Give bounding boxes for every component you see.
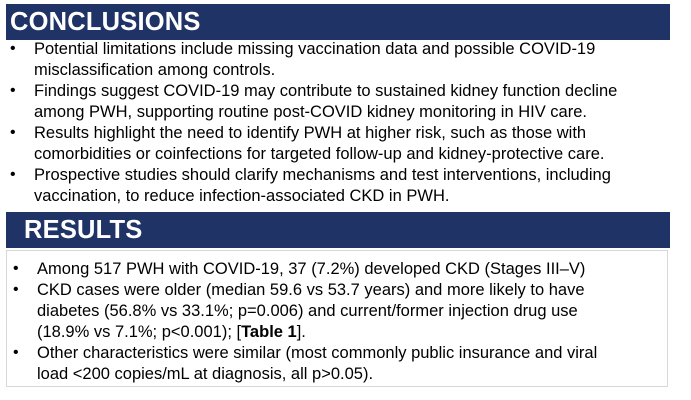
conclusions-item-2-line-2: among PWH, supporting routine post-COVID kidney monitoring in HIV care. <box>34 103 587 121</box>
conclusions-item-4-line-1: Prospective studies should clarify mechanisms and test interventions, including <box>34 166 611 184</box>
results-item-2-line-2: diabetes (56.8% vs 33.1%; p=0.006) and current/former injection drug use <box>37 302 578 320</box>
conclusions-list <box>6 39 686 207</box>
conclusions-item-3-line-1: Results highlight the need to identify PWH at higher risk, such as those with <box>34 124 587 142</box>
results-item-3 <box>11 343 671 385</box>
bullet-icon: • <box>13 344 19 361</box>
results-list <box>11 259 671 385</box>
conclusions-item-1-line-1: Potential limitations include missing vaccination data and possible COVID-19 <box>34 40 596 58</box>
bullet-icon: • <box>13 260 19 277</box>
results-item-3-line-1: Other characteristics were similar (most commonly public insurance and viral <box>37 344 598 362</box>
conclusions-item-3-line-2: comorbidities or coinfections for targeted follow-up and kidney-protective care. <box>34 145 605 163</box>
conclusions-item-4-line-2: vaccination, to reduce infection-associated CKD in PWH. <box>34 187 450 205</box>
results-item-2 <box>11 280 671 343</box>
conclusions-heading: CONCLUSIONS <box>6 4 670 40</box>
results-item-2-line-3-suffix: ]. <box>296 323 306 341</box>
bullet-icon: • <box>10 82 16 99</box>
conclusions-item-1-line-2: misclassification among controls. <box>34 61 276 79</box>
conclusions-item-4 <box>6 165 686 207</box>
bullet-icon: • <box>10 166 16 183</box>
bullet-icon: • <box>13 281 19 298</box>
results-heading: RESULTS <box>6 212 670 248</box>
results-item-3-line-2: load <200 copies/mL at diagnosis, all p>0.05). <box>37 365 374 383</box>
conclusions-item-1 <box>6 39 686 81</box>
bullet-icon: • <box>10 40 16 57</box>
conclusions-item-2-line-1: Findings suggest COVID-19 may contribute to sustained kidney function decline <box>34 82 618 100</box>
table-1-reference: Table 1 <box>241 323 297 341</box>
conclusions-item-3 <box>6 123 686 165</box>
bullet-icon: • <box>10 124 16 141</box>
results-box <box>6 250 668 387</box>
results-item-2-line-1: CKD cases were older (median 59.6 vs 53.7 years) and more likely to have <box>37 281 585 299</box>
results-item-1 <box>11 259 671 280</box>
results-item-1-line-1: Among 517 PWH with COVID-19, 37 (7.2%) developed CKD (Stages III–V) <box>37 260 586 278</box>
conclusions-item-2 <box>6 81 686 123</box>
results-item-2-line-3-prefix: (18.9% vs 7.1%; p<0.001); [ <box>37 323 242 341</box>
results-item-2-line-3 <box>37 322 671 343</box>
